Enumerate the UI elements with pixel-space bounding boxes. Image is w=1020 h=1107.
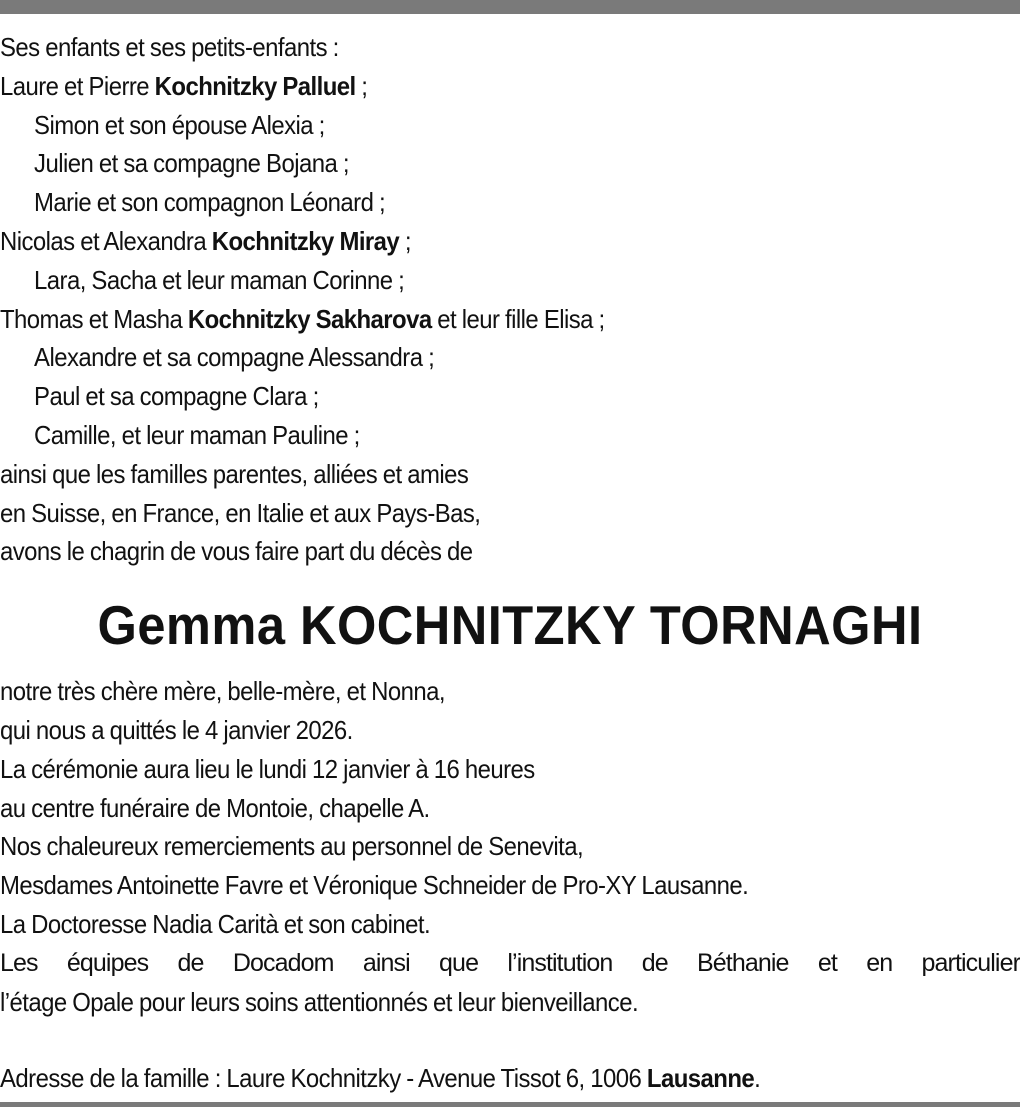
top-rule [0,0,1020,14]
deceased-name: Gemma KOCHNITZKY TORNAGHI [97,594,923,657]
thanks-line-end: l’étage Opale pour leurs soins attentionnés et leur bienveillance. [0,986,639,1017]
family-line-3: Thomas et Masha Kochnitzky Sakharova et leur fille Elisa ; [0,303,605,334]
grandchild-line: Alexandre et sa compagne Alessandra ; [34,342,435,373]
family-line-2: Nicolas et Alexandra Kochnitzky Miray ; [0,225,411,256]
relatives-line: en Suisse, en France, en Italie et aux Pays-Bas, [0,497,481,528]
grandchild-line: Camille, et leur maman Pauline ; [34,419,360,450]
ceremony-place-line: au centre funéraire de Montoie, chapelle A. [0,792,430,823]
bottom-rule [0,1102,1020,1107]
family-address: Adresse de la famille : Laure Kochnitzky - Avenue Tissot 6, 1006 Lausanne. [0,1063,761,1094]
grandchild-line: Lara, Sacha et leur maman Corinne ; [34,264,405,295]
thanks-line: La Doctoresse Nadia Carità et son cabinet. [0,908,431,939]
family-surname-2: Kochnitzky Miray [211,225,400,256]
family-surname-1: Kochnitzky Palluel [154,70,356,101]
family-line-1: Laure et Pierre Kochnitzky Palluel ; [0,70,368,101]
grandchild-line: Marie et son compagnon Léonard ; [34,187,386,218]
grandchild-line: Simon et son épouse Alexia ; [34,109,325,140]
thanks-line: Mesdames Antoinette Favre et Véronique Schneider de Pro-XY Lausanne. [0,870,749,901]
grandchild-line: Paul et sa compagne Clara ; [34,381,319,412]
spacer [0,1021,1020,1059]
detail-line: notre très chère mère, belle-mère, et Nonna, [0,676,445,707]
ceremony-line: La cérémonie aura lieu le lundi 12 janvier à 16 heures [0,753,535,784]
address-city: Lausanne [646,1063,755,1094]
thanks-line: Nos chaleureux remerciements au personnel de Senevita, [0,831,584,862]
family-surname-3: Kochnitzky Sakharova [187,303,432,334]
family-intro: Ses enfants et ses petits-enfants : [0,32,339,62]
detail-line: qui nous a quittés le 4 janvier 2026. [0,714,353,745]
thanks-line-justified: Les équipes de Docadom ainsi que l’institution de Béthanie et en particulier [0,948,1020,977]
announcement-line: avons le chagrin de vous faire part du décès de [0,536,473,567]
obituary-notice [0,28,1020,1098]
grandchild-line: Julien et sa compagne Bojana ; [34,148,349,179]
relatives-line: ainsi que les familles parentes, alliées et amies [0,458,469,489]
